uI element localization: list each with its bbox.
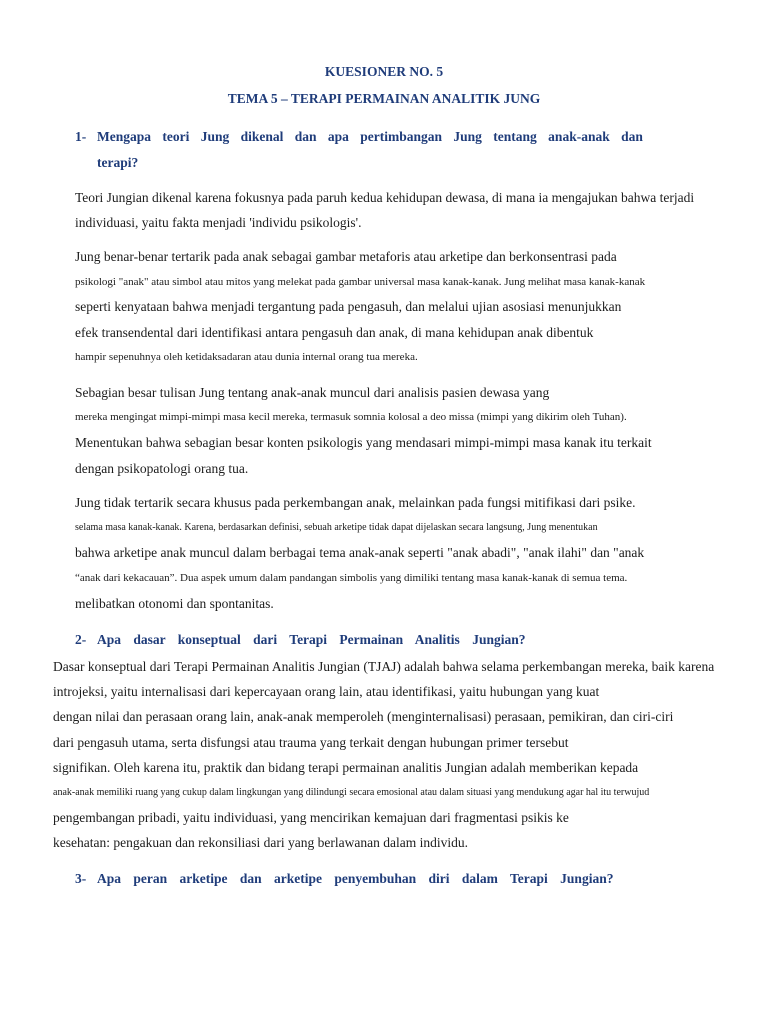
answer-line: selama masa kanak-kanak. Karena, berdasarkan definisi, sebuah arketipe tidak dapat dijelaskan secara langsung, Jung menentukan <box>75 522 598 533</box>
question-3 <box>75 871 613 887</box>
answer-line: Menentukan bahwa sebagian besar konten psikologis yang mendasari mimpi-mimpi masa kanak itu terkait <box>75 435 652 450</box>
answer-line: Jung benar-benar tertarik pada anak sebagai gambar metaforis atau arketipe dan berkonsentrasi pada <box>75 249 617 264</box>
answer-line: Sebagian besar tulisan Jung tentang anak-anak muncul dari analisis pasien dewasa yang <box>75 385 550 400</box>
document-title: KUESIONER NO. 5 <box>324 64 444 79</box>
question-number: 3- <box>75 871 87 886</box>
answer-line: dengan psikopatologi orang tua. <box>75 461 249 476</box>
document-subtitle: TEMA 5 – TERAPI PERMAINAN ANALITIK JUNG <box>227 91 541 106</box>
question-2 <box>75 632 525 648</box>
answer-line: individuasi, yaitu fakta menjadi 'individu psikologis'. <box>75 215 362 230</box>
answer-line: dari pengasuh utama, serta disfungsi atau trauma yang terkait dengan hubungan primer tersebut <box>53 735 569 750</box>
answer-line: efek transendental dari identifikasi antara pengasuh dan anak, di mana kehidupan anak dibentuk <box>75 325 594 340</box>
question-text: Apa peran arketipe dan arketipe penyembuhan diri dalam Terapi Jungian? <box>97 871 614 886</box>
answer-line: Jung tidak tertarik secara khusus pada perkembangan anak, melainkan pada fungsi mitifikasi dari psike. <box>75 495 636 510</box>
answer-line: “anak dari kekacauan”. Dua aspek umum dalam pandangan simbolis yang dimiliki tentang masa kanak-kanak di semua tema. <box>75 572 628 584</box>
answer-line: bahwa arketipe anak muncul dalam berbagai tema anak-anak seperti "anak abadi", "anak ilahi" dan "anak <box>75 545 645 560</box>
answer-line: psikologi "anak" atau simbol atau mitos yang melekat pada gambar universal masa kanak-kanak. Jung melihat masa kanak-kanak <box>75 276 646 288</box>
question-text: Mengapa teori Jung dikenal dan apa pertimbangan Jung tentang anak-anak dan <box>97 129 643 144</box>
question-number: 1- <box>75 129 87 144</box>
answer-line: anak-anak memiliki ruang yang cukup dalam lingkungan yang dilindungi secara emosional atau dalam situasi yang mendukung agar hal itu terwujud <box>53 787 650 798</box>
question-1-continued: terapi? <box>97 155 139 170</box>
answer-line: seperti kenyataan bahwa menjadi tergantung pada pengasuh, dan melalui ujian asosiasi menunjukkan <box>75 299 622 314</box>
question-number: 2- <box>75 632 87 647</box>
answer-line: kesehatan: pengakuan dan rekonsiliasi dari yang berlawanan dalam individu. <box>53 835 468 850</box>
answer-line: pengembangan pribadi, yaitu individuasi, yang mencirikan kemajuan dari fragmentasi psikis ke <box>53 810 569 825</box>
answer-line: dengan nilai dan perasaan orang lain, anak-anak memperoleh (menginternalisasi) perasaan, pemikiran, dan ciri-ciri <box>53 709 674 724</box>
answer-line: melibatkan otonomi dan spontanitas. <box>75 596 274 611</box>
question-1 <box>75 129 643 145</box>
answer-line: Teori Jungian dikenal karena fokusnya pada paruh kedua kehidupan dewasa, di mana ia mengajukan bahwa terjadi <box>75 190 695 205</box>
answer-line: mereka mengingat mimpi-mimpi masa kecil mereka, termasuk somnia kolosal a deo missa (mimpi yang dikirim oleh Tuhan). <box>75 411 627 423</box>
question-text: Apa dasar konseptual dari Terapi Permainan Analitis Jungian? <box>97 632 526 647</box>
answer-line: Dasar konseptual dari Terapi Permainan Analitis Jungian (TJAJ) adalah bahwa selama perkembangan mereka, baik karena <box>53 659 715 674</box>
answer-line: introjeksi, yaitu internalisasi dari kepercayaan orang lain, atau identifikasi, yaitu hubungan yang kuat <box>53 684 600 699</box>
answer-line: hampir sepenuhnya oleh ketidaksadaran atau dunia internal orang tua mereka. <box>75 351 418 363</box>
answer-line: signifikan. Oleh karena itu, praktik dan bidang terapi permainan analitis Jungian adalah memberikan kepada <box>53 760 639 775</box>
